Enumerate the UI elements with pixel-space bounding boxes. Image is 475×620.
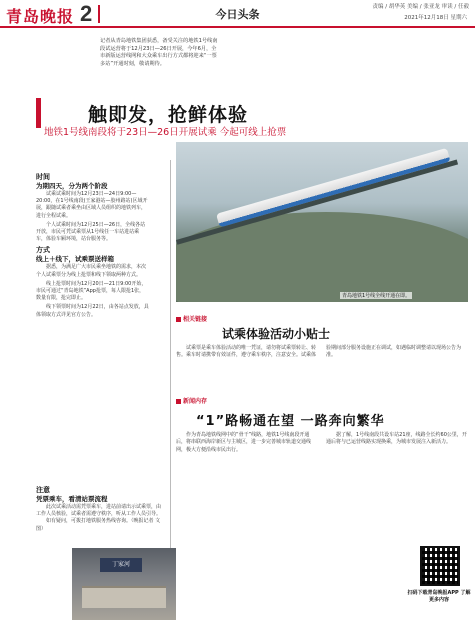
tag-square-icon [176,317,181,322]
station-photo [72,548,176,620]
section-heading: 时间 [36,173,50,181]
station-sign: 丁家河 [100,558,142,572]
subheadline: 地铁1号线南段将于23日—26日开展试乘 今起可线上抢票 [44,127,287,138]
issue-date: 2021年12月18日 星期六 [404,15,467,21]
qr-caption: 扫码下载青岛晚报APP 了解更多内容 [407,590,471,603]
section-subheading: 为期四天，分为两个阶段 [36,182,108,190]
paragraph: 线上抢票时间为12月20日—21日9:00开始，市民可通过“青岛地铁”App抢票，每人限抢1张，数量有限，抢完即止。 [36,280,147,302]
train-photo [176,142,468,302]
paragraph: 据了解，1号线南段共设车站21座，线路全长约60公里，开通后将与已运营线路实现换乘，为城市发展注入新活力。 [326,432,467,446]
headline-accent-bar [36,98,41,128]
tag-square-icon [176,399,181,404]
news-title: “1”路畅通在望 一路奔向繁华 [196,414,385,429]
editors-line: 责编 / 胡华英 美编 / 张亚龙 审读 / 任毅 [372,4,469,10]
section-heading: 方式 [36,246,50,255]
section-subheading: 凭票乘车，看清站票流程 [36,495,108,503]
section-heading: 注意 [36,486,50,494]
qr-code[interactable] [420,546,460,586]
related-links-tag: 相关链接 [176,314,207,323]
paragraph: 此次试乘活动需凭票乘车，进站前请出示试乘票，由工作人员核验，试乘者需遵守秩序，听从工作人员引导。 [36,504,162,518]
fare-gate [82,586,166,608]
section-subheading: 线上＋线下，试乘票送样箱 [36,255,114,264]
paragraph: 据悉，为满足广大市民乘坐地铁的需求，本次个人试乘票分为线上抢票和线下领取两种方式。 [36,264,147,278]
left-column-article [36,170,149,321]
newspaper-logo: 青岛晚报 [6,7,75,26]
column-divider [170,160,171,615]
page-number: 2 [80,1,93,26]
news-tag: 新闻内存 [176,396,207,405]
paragraph: 如有疑问，可拨打地铁服务热线咨询。（晚报记者 文图） [36,518,161,532]
paragraph: 作为青岛地铁线网中的“骨干”线路，地铁1号线南段开通后，将串联西海岸新区与主城区，进一步完善城市轨道交通线网，极大方便沿线市民出行。 [176,432,312,453]
headline: 触即发，抢鲜体验 [88,104,249,126]
photo-caption: 青岛地铁1号线全线开通在即。 [342,293,411,299]
tips-title: 试乘体验活动小贴士 [222,327,331,341]
left-bottom-article [36,486,162,533]
intro-paragraph: 记者从青岛地铁集团获悉，备受关注的地铁1号线南段试运营将于12月23日—26日开展，今年6月，全市新版运营线网和大众乘车出行方式都将迎来“一票多站”开通时刻，敬请期待。 [100,38,218,67]
news-body [176,432,468,454]
paragraph: 试乘试乘时间为12月23日—24日9:00—20:00，在1号线南段(王家港站—胶州路站)区域开展，跟随试乘者乘坐由区域人员组织的地铁列车，进行全程试乘。 [36,191,148,219]
tips-body: 试乘票是乘车体验活动的唯一凭证，请勿将试乘票转让、转售。乘车时请携带有效证件，遵守乘车秩序，注意安全。试乘体验期间部分服务设施正在调试，如遇临时调整请以现场公告为准。 [176,345,462,359]
section-title: 今日头条 [215,8,260,21]
paragraph: 个人试乘时间为12月25日—26日，全线各站开放，市民可凭试乘票从1号线任一车站进站乘车，体验车厢环境，站台服务等。 [36,221,146,243]
paragraph: 线下领票时间为12月22日，由各站点发放，具体领取方式详见官方公告。 [36,304,149,318]
masthead [0,0,475,28]
